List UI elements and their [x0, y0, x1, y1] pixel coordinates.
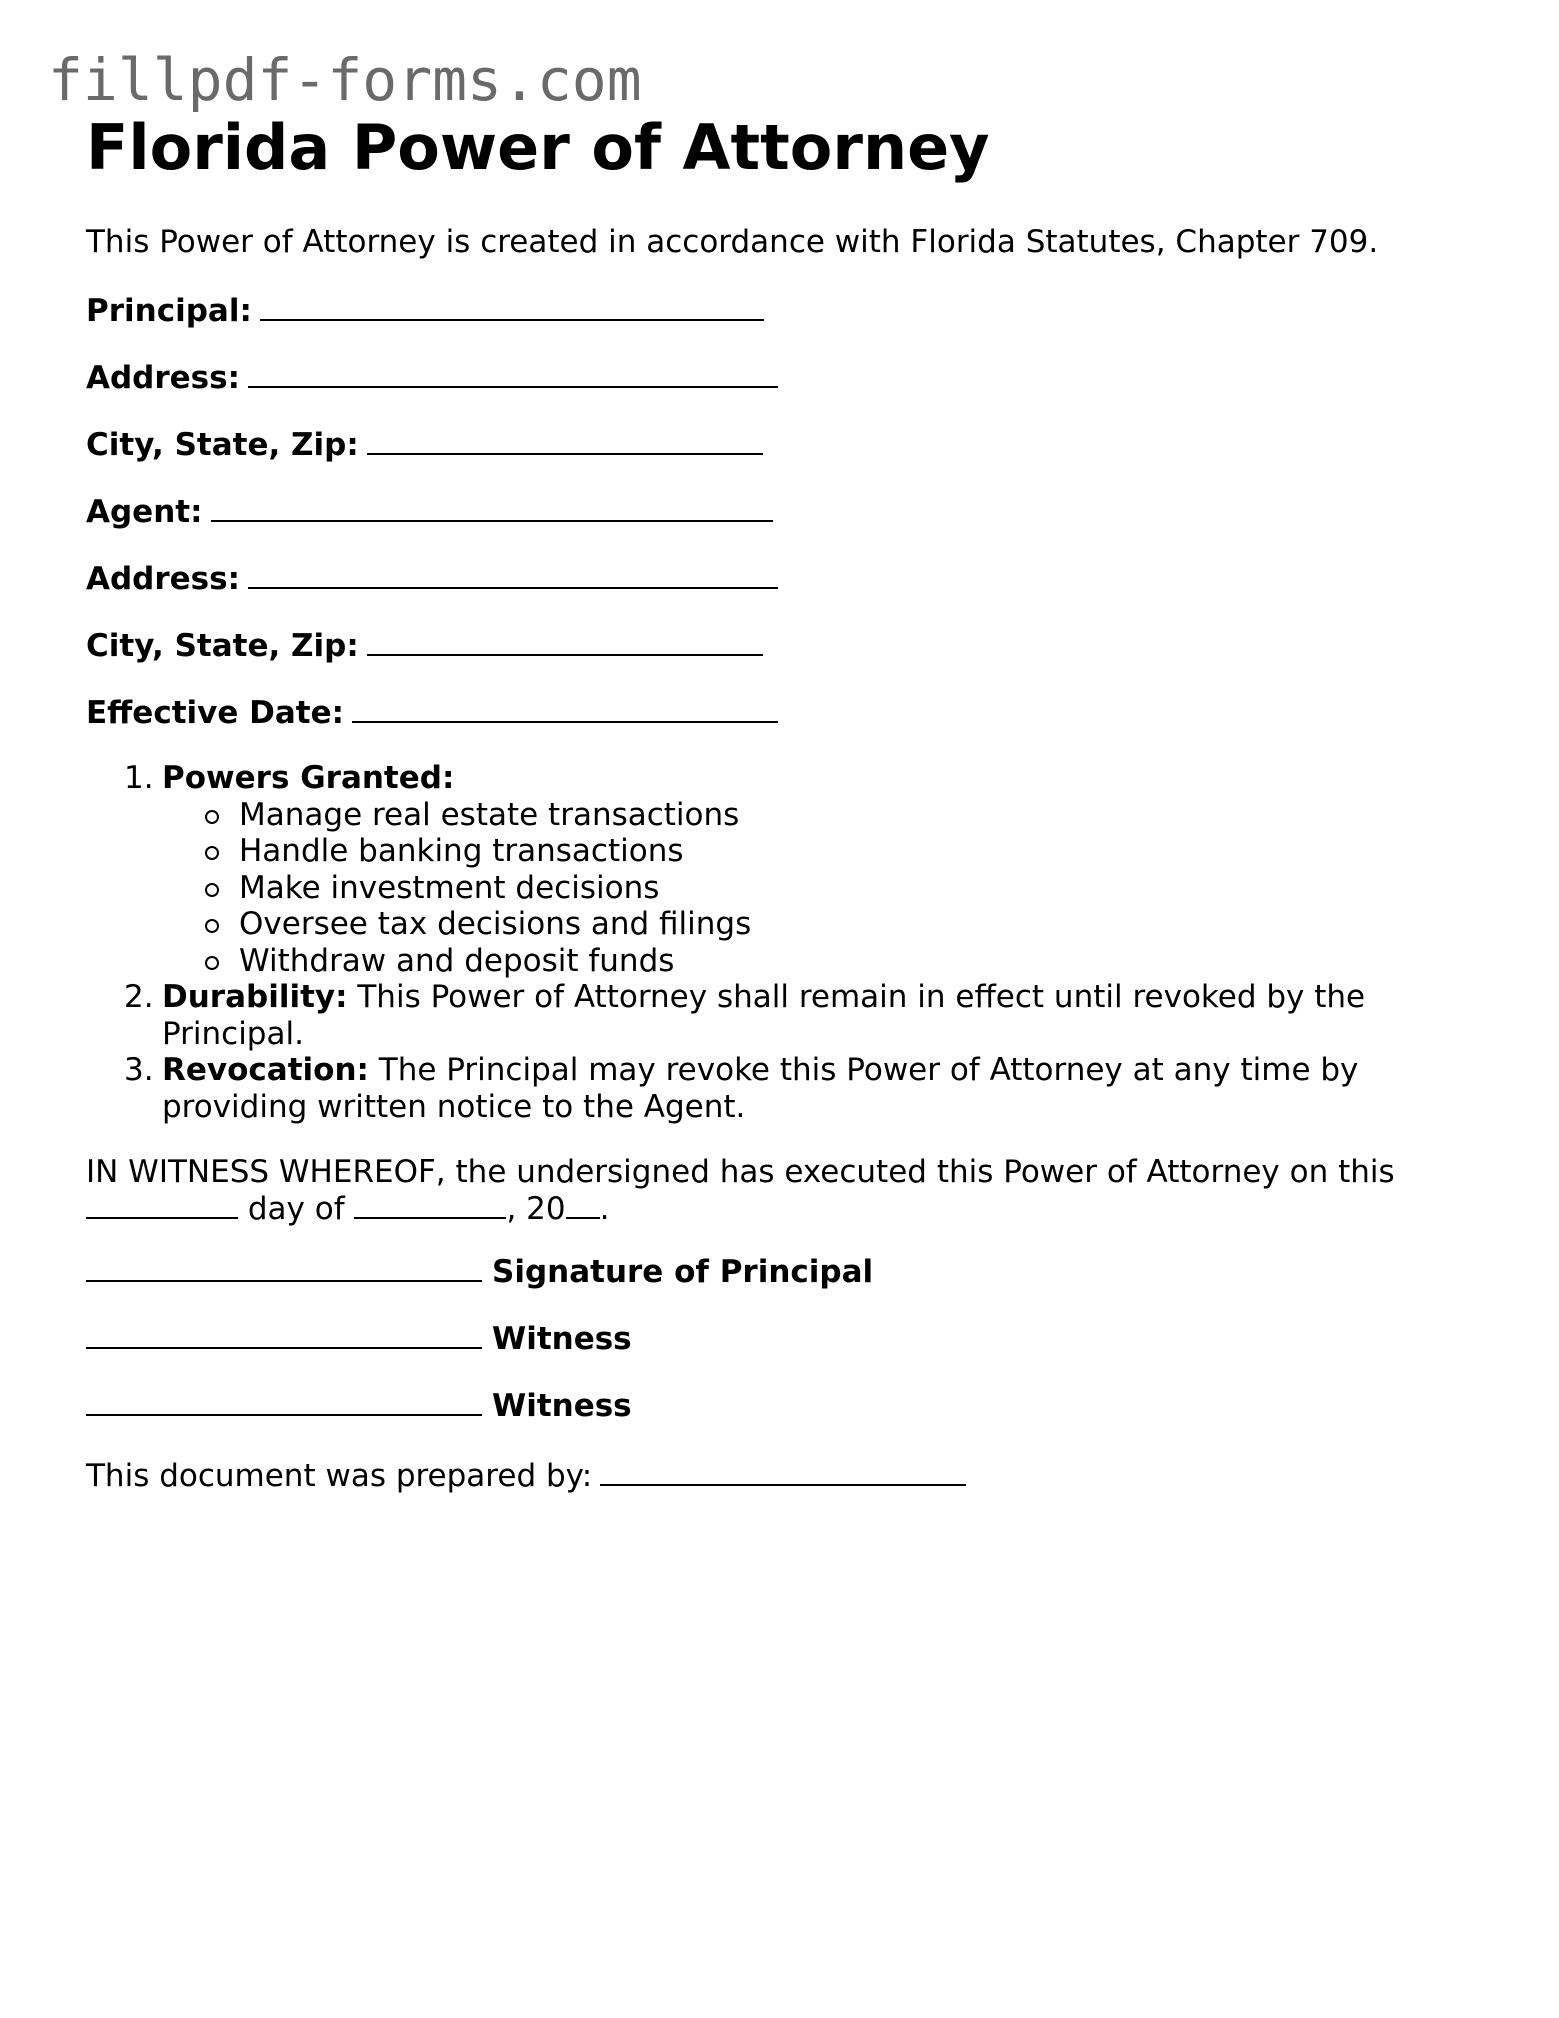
- effective-date-field[interactable]: [86, 693, 778, 732]
- list-number: 3.: [124, 1052, 154, 1088]
- principal-field[interactable]: [86, 291, 764, 330]
- powers-heading: Powers Granted:: [162, 760, 455, 796]
- witness2-label: Witness: [492, 1388, 632, 1424]
- principal-city-field[interactable]: [86, 425, 763, 464]
- principal-blank[interactable]: [260, 291, 764, 321]
- prepared-by-line[interactable]: [86, 1456, 966, 1495]
- watermark: fillpdf-forms.com: [48, 46, 642, 114]
- witness1-signature-line[interactable]: [86, 1319, 632, 1358]
- agent-city-label: City, State, Zip:: [86, 628, 359, 664]
- document-title: Florida Power of Attorney: [86, 111, 990, 184]
- principal-label: Principal:: [86, 293, 252, 329]
- agent-address-field[interactable]: [86, 559, 778, 598]
- durability-text: This Power of Attorney shall remain in effect until revoked by the Principal.: [162, 979, 1366, 1052]
- period-text: .: [599, 1191, 610, 1227]
- effective-date-label: Effective Date:: [86, 695, 345, 731]
- agent-address-label: Address:: [86, 561, 240, 597]
- principal-address-field[interactable]: [86, 358, 778, 397]
- month-blank[interactable]: [354, 1191, 506, 1219]
- power-item: Oversee tax decisions and filings: [162, 906, 1416, 943]
- revocation-heading: Revocation:: [162, 1052, 369, 1088]
- intro-text: This Power of Attorney is created in accordance with Florida Statutes, Chapter 709.: [86, 224, 1379, 260]
- prepared-by-label: This document was prepared by:: [86, 1458, 593, 1494]
- day-of-text: day of: [238, 1191, 355, 1227]
- agent-city-field[interactable]: [86, 626, 763, 665]
- list-number: 1.: [124, 760, 154, 796]
- agent-label: Agent:: [86, 494, 203, 530]
- effective-date-blank[interactable]: [352, 693, 778, 723]
- prepared-by-blank[interactable]: [600, 1456, 966, 1486]
- power-item: Manage real estate transactions: [162, 797, 1416, 834]
- power-item: Handle banking transactions: [162, 833, 1416, 870]
- witness-clause-text: IN WITNESS WHEREOF, the undersigned has executed this Power of Attorney on this: [86, 1154, 1395, 1190]
- day-blank[interactable]: [86, 1191, 238, 1219]
- provisions-list: [86, 760, 1416, 1125]
- principal-address-label: Address:: [86, 360, 240, 396]
- year-prefix-text: , 20: [506, 1191, 566, 1227]
- principal-signature-blank[interactable]: [86, 1252, 482, 1282]
- principal-signature-line[interactable]: [86, 1252, 873, 1291]
- powers-list: [162, 797, 1416, 980]
- principal-city-label: City, State, Zip:: [86, 427, 359, 463]
- list-item-revocation: [86, 1052, 1416, 1125]
- witness2-signature-line[interactable]: [86, 1386, 632, 1425]
- agent-blank[interactable]: [211, 492, 773, 522]
- witness-clause: [86, 1154, 1426, 1228]
- agent-city-blank[interactable]: [367, 626, 763, 656]
- list-number: 2.: [124, 979, 154, 1015]
- agent-address-blank[interactable]: [248, 559, 778, 589]
- witness1-signature-blank[interactable]: [86, 1319, 482, 1349]
- witness2-signature-blank[interactable]: [86, 1386, 482, 1416]
- witness1-label: Witness: [492, 1321, 632, 1357]
- list-item-powers: [86, 760, 1416, 979]
- principal-address-blank[interactable]: [248, 358, 778, 388]
- revocation-text: The Principal may revoke this Power of Attorney at any time by providing written notice to the Agent.: [162, 1052, 1359, 1125]
- durability-heading: Durability:: [162, 979, 348, 1015]
- power-item: Make investment decisions: [162, 870, 1416, 907]
- power-item: Withdraw and deposit funds: [162, 943, 1416, 980]
- list-item-durability: [86, 979, 1416, 1052]
- agent-field[interactable]: [86, 492, 773, 531]
- principal-signature-label: Signature of Principal: [492, 1254, 874, 1290]
- principal-city-blank[interactable]: [367, 425, 763, 455]
- year-blank[interactable]: [566, 1191, 600, 1219]
